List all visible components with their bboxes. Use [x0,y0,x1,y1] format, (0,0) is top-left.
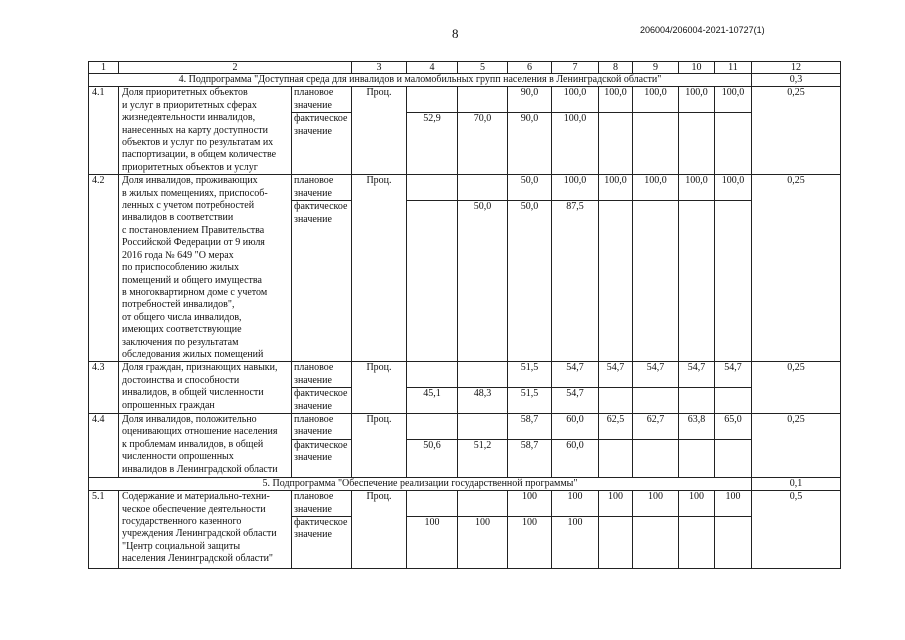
unit: Проц. [352,491,407,569]
plan-value: 100,0 [633,87,679,113]
fact-value: 54,7 [552,388,599,414]
indicator-number: 4.2 [89,175,119,362]
indicator-description: Доля приоритетных объектов и услуг в приоритетных сферах жизнедеятельности инвалидов, нанесенных на карту доступности объектов и услуг по результатам их паспортизации, в общем количестве приоритетных объектов и услуг [119,87,292,175]
column-header: 12 [752,62,841,74]
plan-value [458,362,508,388]
fact-value [715,517,752,569]
plan-value: 100 [633,491,679,517]
plan-value: 100,0 [715,175,752,201]
fact-value [715,439,752,477]
fact-value: 100 [407,517,458,569]
plan-value [407,175,458,201]
fact-value [599,439,633,477]
plan-value: 100 [599,491,633,517]
fact-value [599,517,633,569]
fact-value [679,201,715,362]
plan-value [458,175,508,201]
fact-value [599,113,633,175]
plan-value: 54,7 [552,362,599,388]
fact-value: 100,0 [552,113,599,175]
plan-value: 65,0 [715,413,752,439]
plan-value [407,491,458,517]
fact-value: 50,6 [407,439,458,477]
plan-value [407,87,458,113]
fact-label: фактическое значение [292,113,352,175]
plan-value: 54,7 [599,362,633,388]
plan-value: 54,7 [633,362,679,388]
plan-value: 90,0 [508,87,552,113]
unit: Проц. [352,362,407,414]
plan-label: плановое значение [292,87,352,113]
fact-value [599,201,633,362]
plan-value: 100,0 [599,175,633,201]
indicator-plan-row [89,413,841,439]
indicator-weight: 0,25 [752,413,841,477]
fact-value [679,439,715,477]
unit: Проц. [352,413,407,477]
plan-value: 100,0 [679,87,715,113]
fact-value: 100 [508,517,552,569]
plan-label: плановое значение [292,491,352,517]
column-header: 10 [679,62,715,74]
indicator-number: 4.3 [89,362,119,414]
unit: Проц. [352,175,407,362]
plan-value: 100 [552,491,599,517]
plan-label: плановое значение [292,362,352,388]
fact-value: 50,0 [508,201,552,362]
indicator-plan-row [89,362,841,388]
column-header: 1 [89,62,119,74]
fact-label: фактическое значение [292,439,352,477]
fact-value: 60,0 [552,439,599,477]
fact-value [715,113,752,175]
plan-value: 100 [679,491,715,517]
column-header: 6 [508,62,552,74]
indicator-description: Доля инвалидов, проживающих в жилых помещениях, приспособ- ленных с учетом потребностей инвалидов в соответствии с постановлением Правительства Российской Федерации от 9 июля 2016 года № 649 "О мерах по приспособлению жилых помещений и общего имущества в многоквартирном доме с учетом потребностей инвалидов", от общего числа инвалидов, имеющих соответствующие заключения по результатам обследования жилых помещений [119,175,292,362]
fact-label: фактическое значение [292,388,352,414]
fact-value [599,388,633,414]
fact-value [633,388,679,414]
section-header-row [89,74,841,87]
fact-value: 90,0 [508,113,552,175]
section-weight: 0,1 [752,477,841,490]
fact-label: фактическое значение [292,517,352,569]
indicator-weight: 0,5 [752,491,841,569]
plan-value: 100,0 [679,175,715,201]
plan-value: 100,0 [552,175,599,201]
plan-value: 58,7 [508,413,552,439]
fact-value [715,201,752,362]
fact-value: 70,0 [458,113,508,175]
column-header-row [89,62,841,74]
section-title: 5. Подпрограмма "Обеспечение реализации государственной программы" [89,477,752,490]
indicator-number: 4.1 [89,87,119,175]
indicator-plan-row [89,87,841,113]
column-header: 4 [407,62,458,74]
plan-value: 62,7 [633,413,679,439]
indicator-plan-row [89,491,841,517]
plan-value: 50,0 [508,175,552,201]
plan-value: 100 [508,491,552,517]
plan-value: 62,5 [599,413,633,439]
plan-value [458,87,508,113]
fact-value: 51,2 [458,439,508,477]
indicator-number: 4.4 [89,413,119,477]
indicator-description: Доля граждан, признающих навыки, достоинства и способности инвалидов, в общей численности опрошенных граждан [119,362,292,414]
section-weight: 0,3 [752,74,841,87]
section-title: 4. Подпрограмма "Доступная среда для инвалидов и маломобильных групп населения в Ленинградской области" [89,74,752,87]
fact-value [633,201,679,362]
plan-value: 100,0 [599,87,633,113]
fact-value [633,113,679,175]
column-header: 3 [352,62,407,74]
fact-value: 48,3 [458,388,508,414]
fact-value [407,201,458,362]
column-header: 5 [458,62,508,74]
column-header: 11 [715,62,752,74]
document-id: 206004/206004-2021-10727(1) [640,25,765,35]
plan-value: 63,8 [679,413,715,439]
fact-value [679,388,715,414]
fact-value [633,439,679,477]
plan-value: 100,0 [552,87,599,113]
plan-value [458,491,508,517]
plan-value: 100,0 [633,175,679,201]
unit: Проц. [352,87,407,175]
fact-value: 100 [552,517,599,569]
section-header-row [89,477,841,490]
plan-label: плановое значение [292,413,352,439]
column-header: 8 [599,62,633,74]
fact-value: 87,5 [552,201,599,362]
fact-value: 100 [458,517,508,569]
fact-value [679,113,715,175]
plan-value: 100,0 [715,87,752,113]
indicator-description: Содержание и материально-техни- ческое обеспечение деятельности государственного казенного учреждения Ленинградской области "Центр социальной защиты населения Ленинградской области" [119,491,292,569]
indicator-weight: 0,25 [752,87,841,175]
column-header: 2 [119,62,352,74]
column-header: 7 [552,62,599,74]
plan-value [407,413,458,439]
indicator-plan-row [89,175,841,201]
fact-value [633,517,679,569]
plan-label: плановое значение [292,175,352,201]
plan-value: 54,7 [679,362,715,388]
fact-value: 52,9 [407,113,458,175]
column-header: 9 [633,62,679,74]
plan-value: 54,7 [715,362,752,388]
fact-value: 50,0 [458,201,508,362]
plan-value: 100 [715,491,752,517]
page-number: 8 [452,26,459,41]
plan-value: 51,5 [508,362,552,388]
indicators-table [88,61,841,569]
fact-value [715,388,752,414]
fact-value: 51,5 [508,388,552,414]
plan-value [407,362,458,388]
fact-value: 45,1 [407,388,458,414]
indicator-weight: 0,25 [752,175,841,362]
fact-value [679,517,715,569]
fact-label: фактическое значение [292,201,352,362]
plan-value [458,413,508,439]
indicator-description: Доля инвалидов, положительно оценивающих отношение населения к проблемам инвалидов, в общей численности опрошенных инвалидов в Ленинградской области [119,413,292,477]
fact-value: 58,7 [508,439,552,477]
indicator-number: 5.1 [89,491,119,569]
indicator-weight: 0,25 [752,362,841,414]
plan-value: 60,0 [552,413,599,439]
